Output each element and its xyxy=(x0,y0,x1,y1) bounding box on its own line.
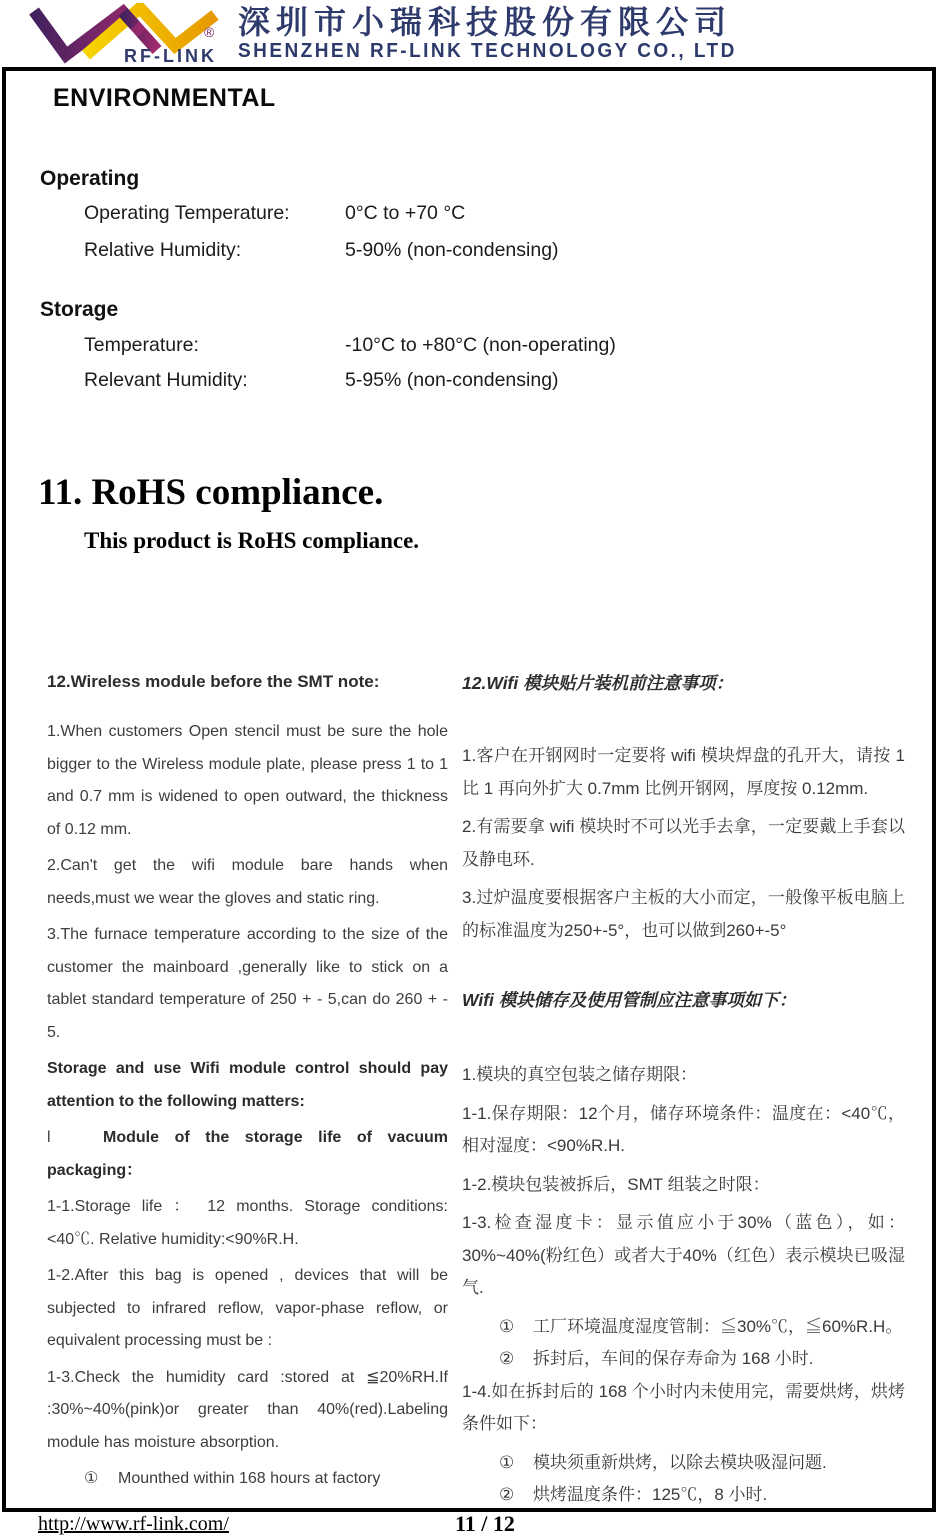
footer-website-link[interactable]: http://www.rf-link.com/ xyxy=(38,1513,229,1535)
paragraph: 1.客户在开钢网时一定要将 wifi 模块焊盘的孔开大，请按 1 比 1 再向外扩大 0.7mm 比例开钢网，厚度按 0.12mm. xyxy=(462,746,905,798)
circled-number-icon: ① xyxy=(499,1452,515,1472)
spec-label: Relevant Humidity: xyxy=(84,369,248,391)
spec-value: -10°C to +80°C (non-operating) xyxy=(345,334,616,356)
company-name-en: SHENZHEN RF-LINK TECHNOLOGY CO., LTD xyxy=(238,40,737,62)
spec-row-relevant-humidity xyxy=(84,369,904,392)
smt-notes-english-column xyxy=(47,670,448,1496)
logo-brand-text: RF-LINK xyxy=(124,46,217,65)
numbered-sub-item xyxy=(462,1343,905,1376)
environmental-title: ENVIRONMENTAL xyxy=(53,84,276,112)
company-name-block xyxy=(238,4,763,62)
bullet-paragraph xyxy=(47,1122,448,1187)
sub-item-text: 模块须重新烘烤，以除去模块吸湿问题. xyxy=(533,1452,827,1472)
numbered-sub-item xyxy=(462,1311,905,1344)
spec-value: 5-90% (non-condensing) xyxy=(345,239,559,261)
circled-number-icon: ② xyxy=(499,1485,515,1504)
paragraph: 2.Can't get the wifi module bare hands when needs,must we wear the gloves and static ring. xyxy=(47,857,448,907)
circled-number-icon: ① xyxy=(499,1316,515,1336)
paragraph: 1.When customers Open stencil must be sure the hole bigger to the Wireless module plate, please press 1 to 1 and 0.7 mm is widened to open outward, the thickness of 0.12 mm. xyxy=(47,723,448,838)
rohs-body: This product is RoHS compliance. xyxy=(84,528,420,553)
spec-value: 0°C to +70 °C xyxy=(345,202,466,224)
spec-label: Temperature: xyxy=(84,334,199,356)
spec-label: Operating Temperature: xyxy=(84,202,290,224)
smt-notes-chinese-column xyxy=(462,670,905,1512)
company-name-cn: 深圳市小瑞科技股份有限公司 xyxy=(238,4,733,40)
paragraph: 1-4.如在拆封后的 168 个小时内未使用完，需要烘烤，烘烤条件如下： xyxy=(462,1381,905,1433)
paragraph: 1-2.模块包装被拆后，SMT 组装之时限： xyxy=(462,1174,770,1194)
paragraph: 2.有需要拿 wifi 模块时不可以光手去拿，一定要戴上手套以及静电环. xyxy=(462,817,905,869)
spec-value: 5-95% (non-condensing) xyxy=(345,369,559,391)
rf-link-logo xyxy=(26,3,226,65)
storage-heading: Storage xyxy=(40,298,119,321)
operating-heading: Operating xyxy=(40,167,140,190)
numbered-sub-item xyxy=(462,1447,905,1480)
paragraph: 1.模块的真空包装之储存期限： xyxy=(462,1065,698,1084)
spec-label: Relative Humidity: xyxy=(84,239,242,261)
paragraph-bold: Module of the storage life of vacuum packaging： xyxy=(47,1129,448,1179)
sub-item-text: 烘烤温度条件：125℃，8 小时. xyxy=(533,1485,768,1504)
smt-notes-cn-heading-2: Wifi 模块储存及使用管制应注意事项如下： xyxy=(462,990,797,1010)
circled-number-icon: ① xyxy=(84,1470,99,1487)
sub-item-text: 工厂环境温度湿度管制：≦30%℃，≦60%R.H。 xyxy=(533,1316,903,1336)
numbered-sub-item xyxy=(47,1463,448,1496)
spec-row-storage-temperature xyxy=(84,334,904,357)
circled-number-icon: ② xyxy=(499,1349,515,1368)
spec-row-operating-temperature xyxy=(84,202,904,225)
paragraph: 1-3.Check the humidity card :stored at ≦20%RH.If :30%~40%(pink)or greater than 40%(red).Labeling module has moisture absorption. xyxy=(47,1368,448,1451)
sub-item-text: 拆封后，车间的保存寿命为 168 小时. xyxy=(533,1349,814,1368)
rohs-heading: 11. RoHS compliance. xyxy=(38,472,384,513)
numbered-sub-item xyxy=(462,1479,905,1512)
paragraph: 1-3.检查湿度卡：显示值应小于30%（蓝色），如：30%~40%(粉红色）或者大于40%（红色）表示模块已吸湿气. xyxy=(462,1213,905,1297)
sub-item-text: Mounthed within 168 hours at factory xyxy=(118,1470,381,1487)
paragraph: 3.过炉温度要根据客户主板的大小而定，一般像平板电脑上的标准温度为250+-5°，也可以做到260+-5° xyxy=(462,888,905,940)
rf-link-logo-icon xyxy=(26,3,226,65)
paragraph: 3.The furnace temperature according to the size of the customer the mainboard ,generally like to stick on a tablet standard temperature of 250 + - 5,can do 260 + - 5. xyxy=(47,926,448,1041)
list-bullet: l xyxy=(47,1129,51,1146)
paragraph: 1-2.After this bag is opened , devices that will be subjected to infrared reflow, vapor-phase reflow, or equivalent processing must be : xyxy=(47,1267,448,1349)
spec-row-relative-humidity xyxy=(84,239,904,262)
paragraph: 1-1.Storage life ： 12 months. Storage conditions:<40℃. Relative humidity:<90%R.H. xyxy=(47,1198,448,1248)
page-number: 11 / 12 xyxy=(455,1511,515,1536)
smt-notes-en-heading: 12.Wireless module before the SMT note: xyxy=(47,672,380,691)
paragraph: 1-1.保存期限：12个月，储存环境条件：温度在：<40℃，相对湿度：<90%R.H. xyxy=(462,1103,905,1155)
paragraph-bold: Storage and use Wifi module control should pay attention to the following matters: xyxy=(47,1060,448,1110)
registered-mark-icon: ® xyxy=(204,24,215,40)
smt-notes-cn-heading-1: 12.Wifi 模块贴片装机前注意事项： xyxy=(462,673,734,693)
